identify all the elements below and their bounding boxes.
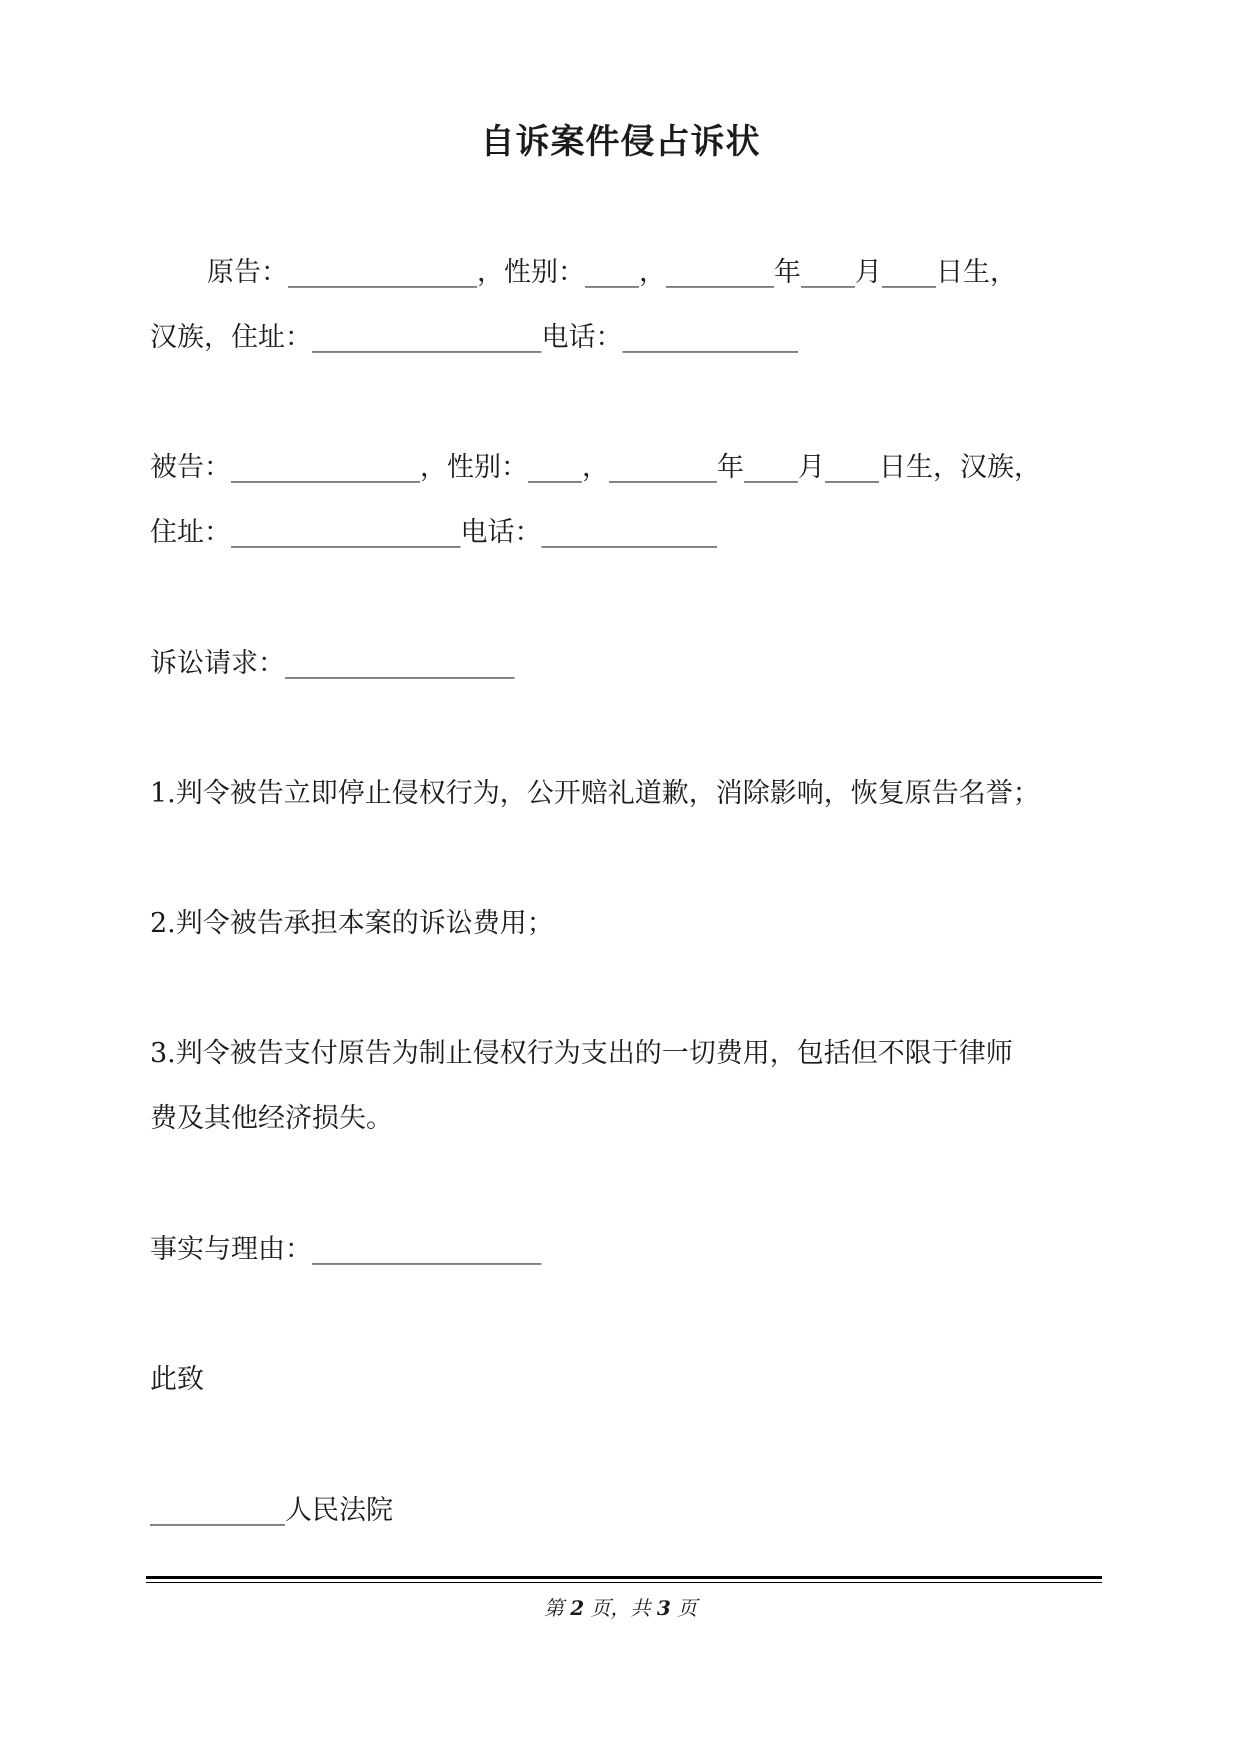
claims-heading: 诉讼请求：_________________ [150, 648, 515, 679]
plaintiff-line-2: 汉族，住址：_________________电话：_____________ [150, 322, 798, 353]
claim-item-2: 2.判令被告承担本案的诉讼费用； [150, 908, 554, 939]
page-footer [0, 1594, 1241, 1622]
defendant-line-2: 住址：_________________电话：_____________ [150, 517, 717, 548]
court-line: __________人民法院 [150, 1495, 393, 1526]
plaintiff-line-1: 原告：______________，性别：____，________年____月____日生， [207, 257, 1017, 288]
footer-rule-thin [146, 1582, 1102, 1583]
document-title: 自诉案件侵占诉状 [480, 122, 761, 162]
footer-rule-thick [146, 1576, 1102, 1579]
claim-item-1: 1.判令被告立即停止侵权行为，公开赔礼道歉，消除影响，恢复原告名誉； [150, 778, 1040, 809]
claim-item-3-line-2: 费及其他经济损失。 [150, 1103, 393, 1134]
footer-suffix: 页 [677, 1596, 698, 1620]
footer-total-pages: 3 [656, 1596, 671, 1620]
claim-item-3-line-1: 3.判令被告支付原告为制止侵权行为支出的一切费用，包括但不限于律师 [150, 1038, 1013, 1069]
footer-prefix: 第 [543, 1596, 564, 1620]
facts-heading: 事实与理由：_________________ [150, 1234, 542, 1265]
salutation: 此致 [150, 1364, 204, 1395]
defendant-line-1: 被告：______________，性别：____，________年____月____日生，汉族， [150, 452, 1041, 483]
footer-middle: 页，共 [590, 1596, 651, 1620]
footer-page-number: 2 [570, 1596, 585, 1620]
